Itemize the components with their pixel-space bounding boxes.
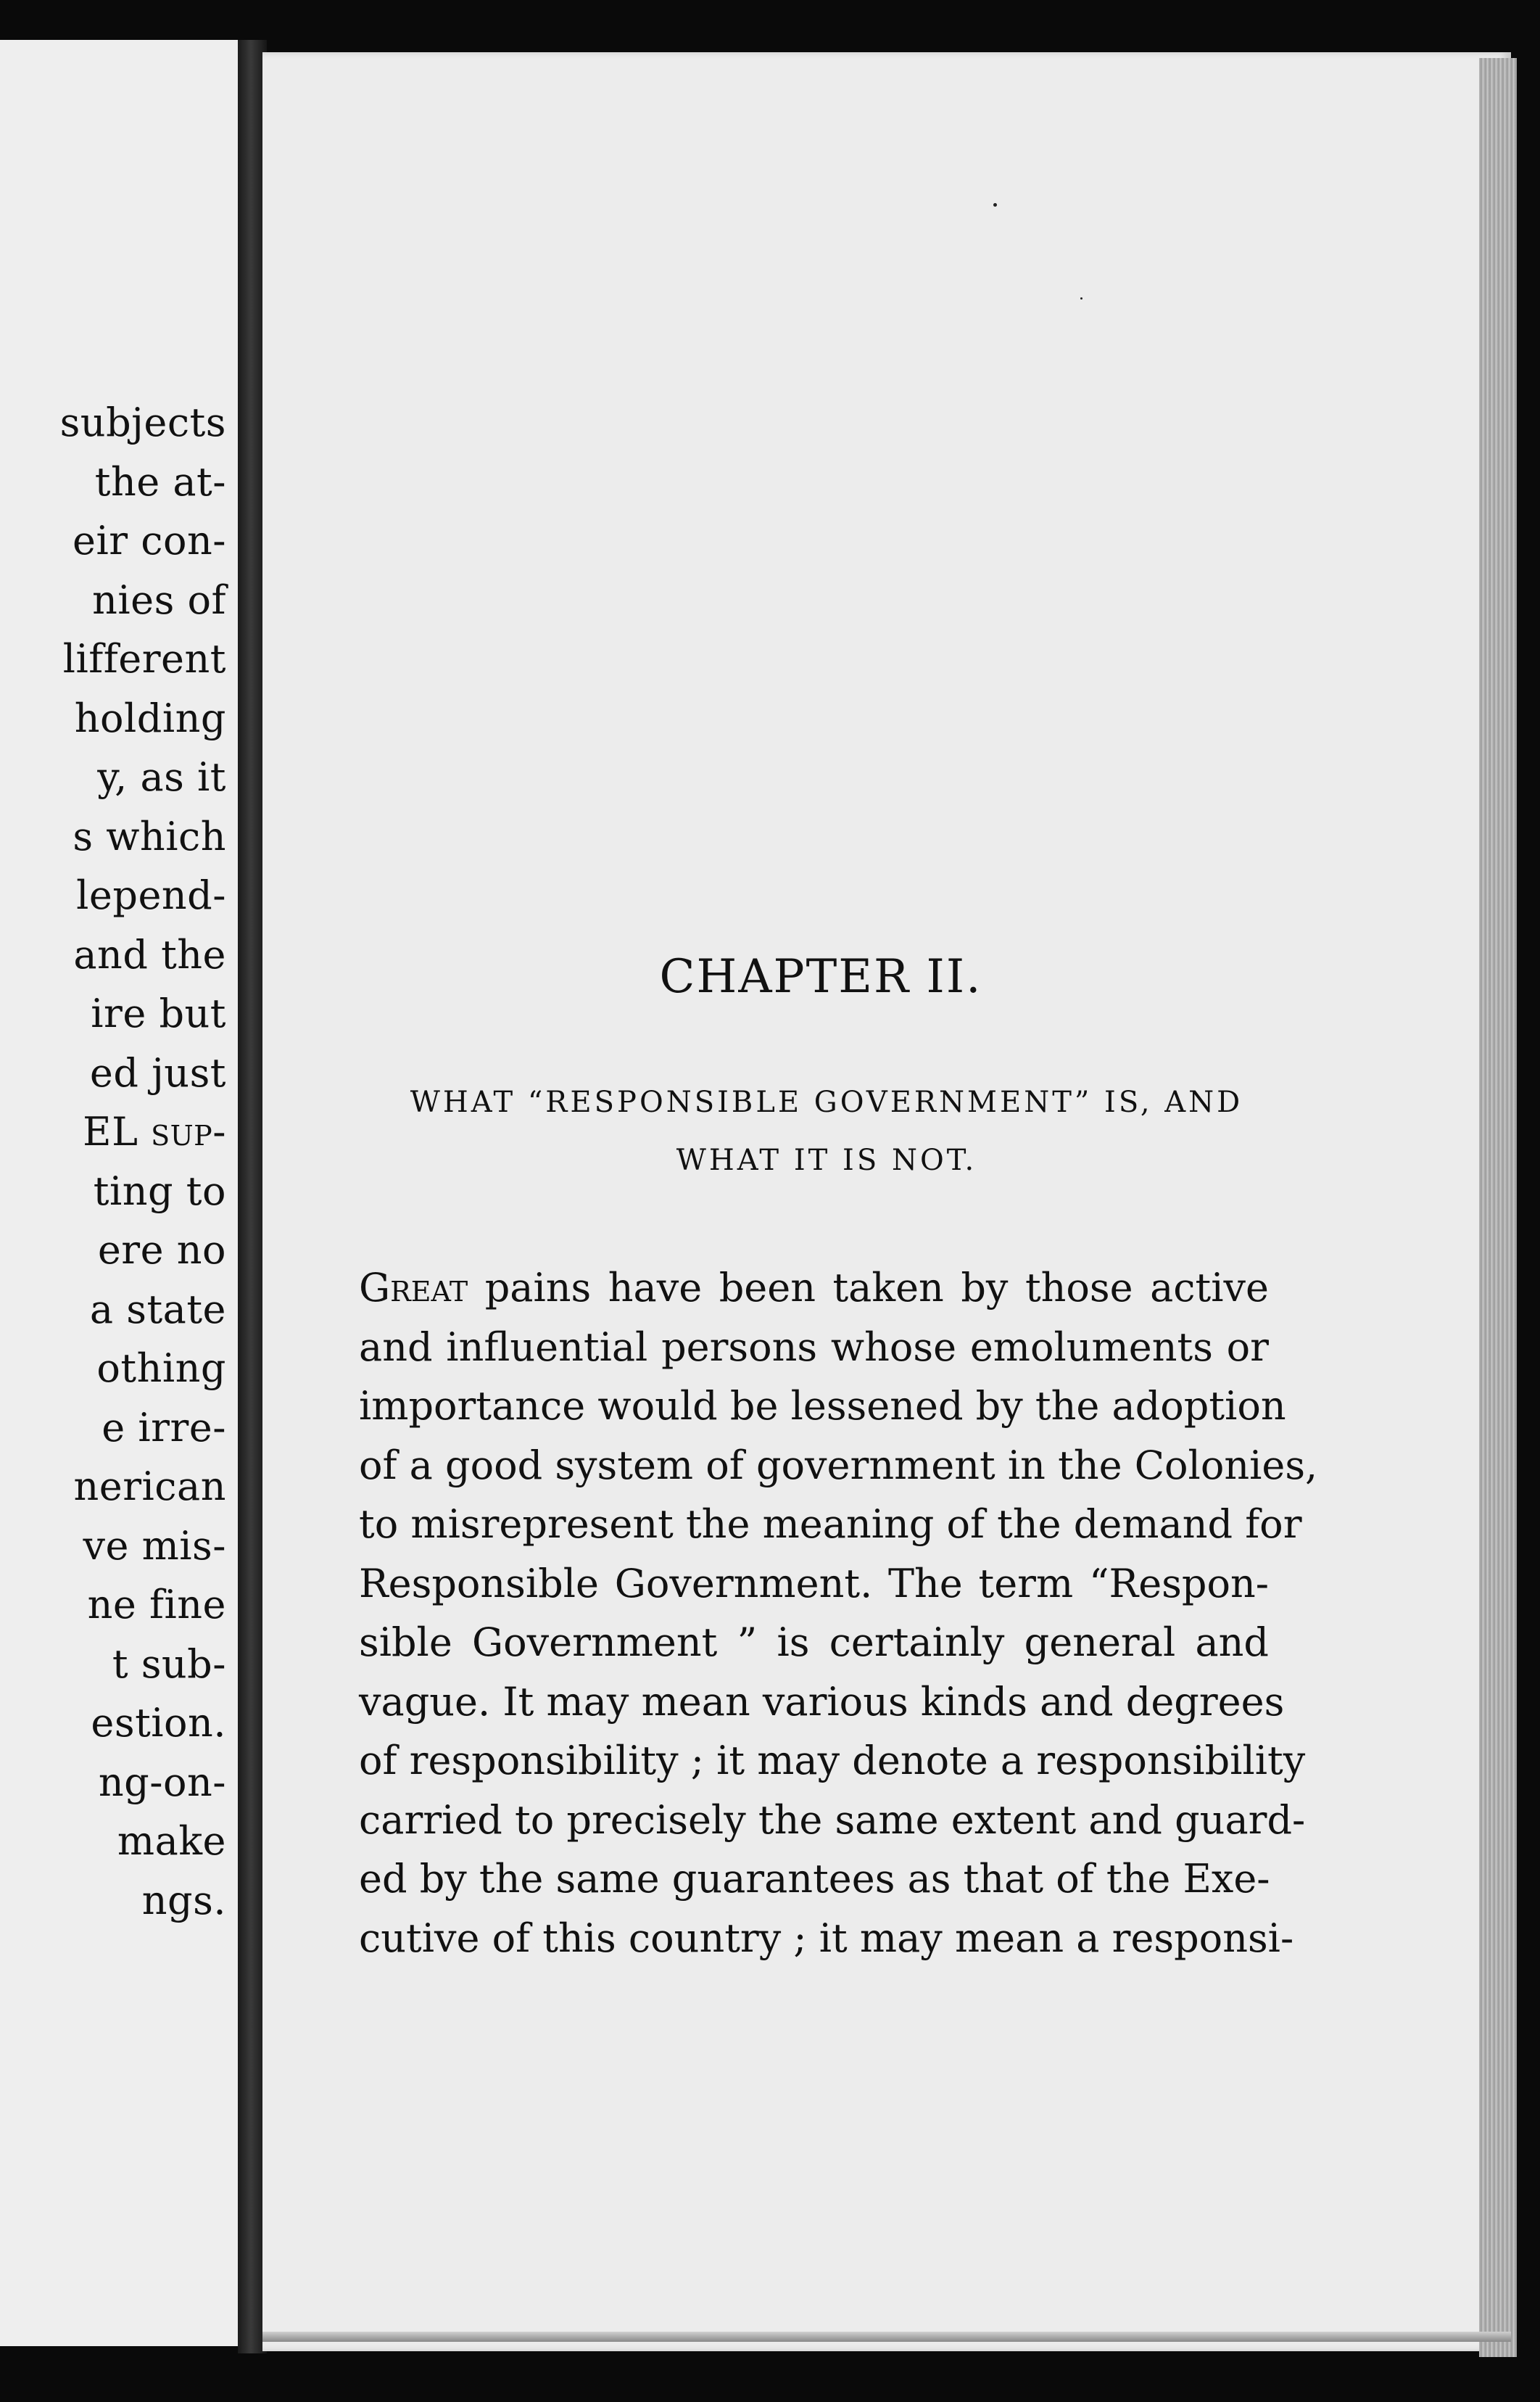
page-bottom-edge	[262, 2332, 1511, 2342]
text-line: t sub-	[112, 1640, 226, 1687]
text-line: make	[117, 1818, 226, 1864]
opening-word: Great	[359, 1265, 468, 1311]
text-line: y, as it	[97, 754, 226, 800]
text-line: s which	[73, 813, 226, 859]
text-line	[359, 1258, 1269, 1318]
text-line: to misrepresent the meaning of the demand for	[359, 1501, 1302, 1547]
text-line: and influential persons whose emoluments or	[359, 1324, 1269, 1370]
text-line: Responsible Government. The term “Respon-	[359, 1560, 1269, 1606]
text-line: ed by the same guarantees as that of the Exe-	[359, 1856, 1270, 1902]
text-line: cutive of this country ; it may mean a responsi-	[359, 1915, 1294, 1961]
text-line: importance would be lessened by the adoption	[359, 1383, 1286, 1429]
text-line: vague. It may mean various kinds and degrees	[359, 1678, 1285, 1725]
text-line: ere no	[97, 1227, 226, 1273]
text-line: eir con-	[73, 518, 226, 564]
text-line: carried to precisely the same extent and guard-	[359, 1796, 1306, 1843]
previous-page-text	[0, 393, 226, 1930]
paper-speck	[993, 203, 997, 207]
text-line: lepend-	[76, 872, 226, 918]
text-line: nies of	[92, 577, 226, 623]
text-line: ve mis-	[83, 1522, 226, 1569]
text-line: of a good system of government in the Colonies,	[359, 1442, 1318, 1488]
subtitle-line: WHAT “RESPONSIBLE GOVERNMENT” IS, AND	[410, 1086, 1243, 1119]
text-line: subjects	[59, 400, 226, 445]
subtitle-line: WHAT IT IS NOT.	[676, 1144, 977, 1177]
chapter-body	[359, 1258, 1318, 1968]
text-line: of responsibility ; it may denote a responsibility	[359, 1738, 1306, 1783]
chapter-title: CHAPTER II.	[659, 950, 982, 1004]
text-line: the at-	[94, 458, 226, 505]
text-line: sible Government ” is certainly general and	[359, 1619, 1269, 1665]
text-line: ed just	[89, 1049, 226, 1096]
text-line: ne fine	[87, 1582, 226, 1627]
page-edges	[1479, 58, 1517, 2357]
text-line: and the	[73, 931, 226, 978]
text-line: a state	[89, 1286, 226, 1332]
text-line: nerican	[73, 1464, 226, 1509]
text-line: ting to	[93, 1168, 226, 1214]
text-line: e irre-	[102, 1404, 226, 1450]
text-line: ngs.	[141, 1877, 226, 1923]
text-line: ng-on-	[98, 1759, 226, 1805]
paper-speck	[1080, 297, 1082, 300]
text-line-rest: pains have been taken by those active	[468, 1265, 1269, 1311]
chapter-subtitle	[392, 1073, 1262, 1189]
text-line: lifferent	[62, 636, 226, 682]
previous-page	[0, 40, 241, 2346]
text-line: EL sup-	[83, 1109, 226, 1155]
text-line: holding	[74, 695, 226, 741]
text-line: ire but	[91, 991, 226, 1036]
text-line: estion.	[91, 1700, 226, 1746]
current-page	[262, 52, 1511, 2351]
text-line: othing	[96, 1345, 226, 1391]
